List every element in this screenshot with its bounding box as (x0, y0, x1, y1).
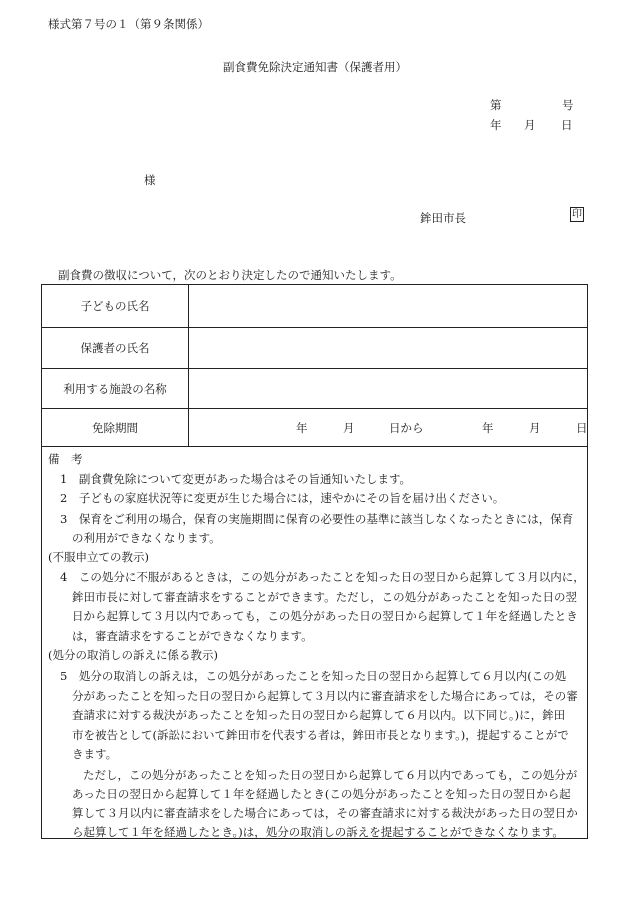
seal-stamp: 印 (572, 209, 582, 220)
remark-3-cont: の利用ができなくなります。 (72, 531, 221, 545)
period-start-day: 日から (389, 420, 424, 435)
remark-4: 4 この処分に不服があるときは，この処分があったことを知った日の翌日から起算して３月以内に， (60, 570, 585, 584)
remark-3: 3 保育をご利用の場合，保育の実施期間に保育の必要性の基準に該当しなくなったときには，保育 (60, 512, 574, 526)
sender-mayor: 鉾田市長 (420, 211, 466, 225)
date-day: 日 (561, 118, 573, 132)
remark-5-proviso-cont-2: 算して３月以内に審査請求をした場合にあっては，その審査請求に対する裁決があった日の翌日か (72, 806, 578, 820)
child-name-label: 子どもの氏名 (42, 285, 189, 327)
form-number-label: 様式第７号の１（第９条関係） (48, 17, 209, 31)
period-end-year: 年 (482, 420, 494, 435)
remarks-section (41, 446, 588, 839)
period-start-month: 月 (343, 420, 355, 435)
doc-number-prefix: 第 (490, 98, 502, 112)
row-exemption-period (42, 408, 587, 446)
doc-number-suffix: 号 (562, 98, 574, 112)
remark-4-cont-2: 日から起算して３月以内であっても，この処分があった日の翌日から起算して１年を経過したとき (72, 609, 578, 623)
row-child-name (42, 285, 587, 327)
document-title: 副食費免除決定通知書（保護者用） (223, 60, 407, 74)
period-end-month: 月 (529, 420, 541, 435)
remark-5-cont-3: 市を被告として(訴訟において鉾田市を代表する者は，鉾田市長となります。)，提起することがで (72, 728, 569, 742)
remark-5-proviso: ただし，この処分があったことを知った日の翌日から起算して６月以内であっても，この処分が (83, 768, 578, 782)
row-guardian-name (42, 327, 587, 368)
appeal-notice-heading: (不服申立ての教示) (48, 550, 149, 564)
remark-5-cont-1: 分があったことを知った日の翌日から起算して３月以内に審査請求をした場合にあっては，その審 (72, 689, 578, 703)
remark-5-cont-2: 査請求に対する裁決があったことを知った日の翌日から起算して６月以内。以下同じ。)に，鉾田 (72, 708, 566, 722)
remark-1: 1 副食費免除について変更があった場合はその旨通知いたします。 (60, 472, 412, 486)
child-name-field[interactable] (190, 285, 587, 327)
facility-name-field[interactable] (190, 369, 587, 408)
guardian-name-field[interactable] (190, 328, 587, 368)
remark-2: 2 子どもの家庭状況等に変更が生じた場合には，速やかにその旨を届け出ください。 (60, 491, 505, 505)
remark-5-proviso-cont-1: あった日の翌日から起算して１年を経過したとき(この処分があったことを知った日の翌日から起 (72, 787, 571, 801)
revocation-notice-heading: (処分の取消しの訴えに係る教示) (48, 648, 218, 662)
remark-5: 5 処分の取消しの訴えは，この処分があったことを知った日の翌日から起算して６月以内(この処 (60, 669, 567, 683)
remark-5-proviso-cont-3: ら起算して１年を経過したとき。)は，処分の取消しの訴えを提起することができなくなります。 (72, 825, 564, 839)
exemption-period-label: 免除期間 (42, 409, 189, 446)
intro-text: 副食費の徴収について，次のとおり決定したので通知いたします。 (58, 268, 402, 282)
remark-5-cont-4: きます。 (72, 747, 118, 761)
date-month: 月 (524, 118, 536, 132)
guardian-name-label: 保護者の氏名 (42, 328, 189, 368)
period-end-day: 日 (576, 420, 588, 435)
remarks-heading: 備 考 (48, 452, 83, 466)
remark-4-cont-3: は，審査請求をすることができなくなります。 (72, 629, 313, 643)
date-year: 年 (490, 118, 502, 132)
row-facility-name (42, 368, 587, 408)
exemption-period-field[interactable] (190, 409, 587, 446)
period-start-year: 年 (296, 420, 308, 435)
addressee-honorific: 様 (144, 173, 156, 187)
facility-name-label: 利用する施設の名称 (42, 369, 189, 408)
info-table (41, 284, 588, 447)
remark-4-cont-1: 鉾田市長に対して審査請求をすることができます。ただし，この処分があったことを知った日の翌 (72, 590, 577, 604)
